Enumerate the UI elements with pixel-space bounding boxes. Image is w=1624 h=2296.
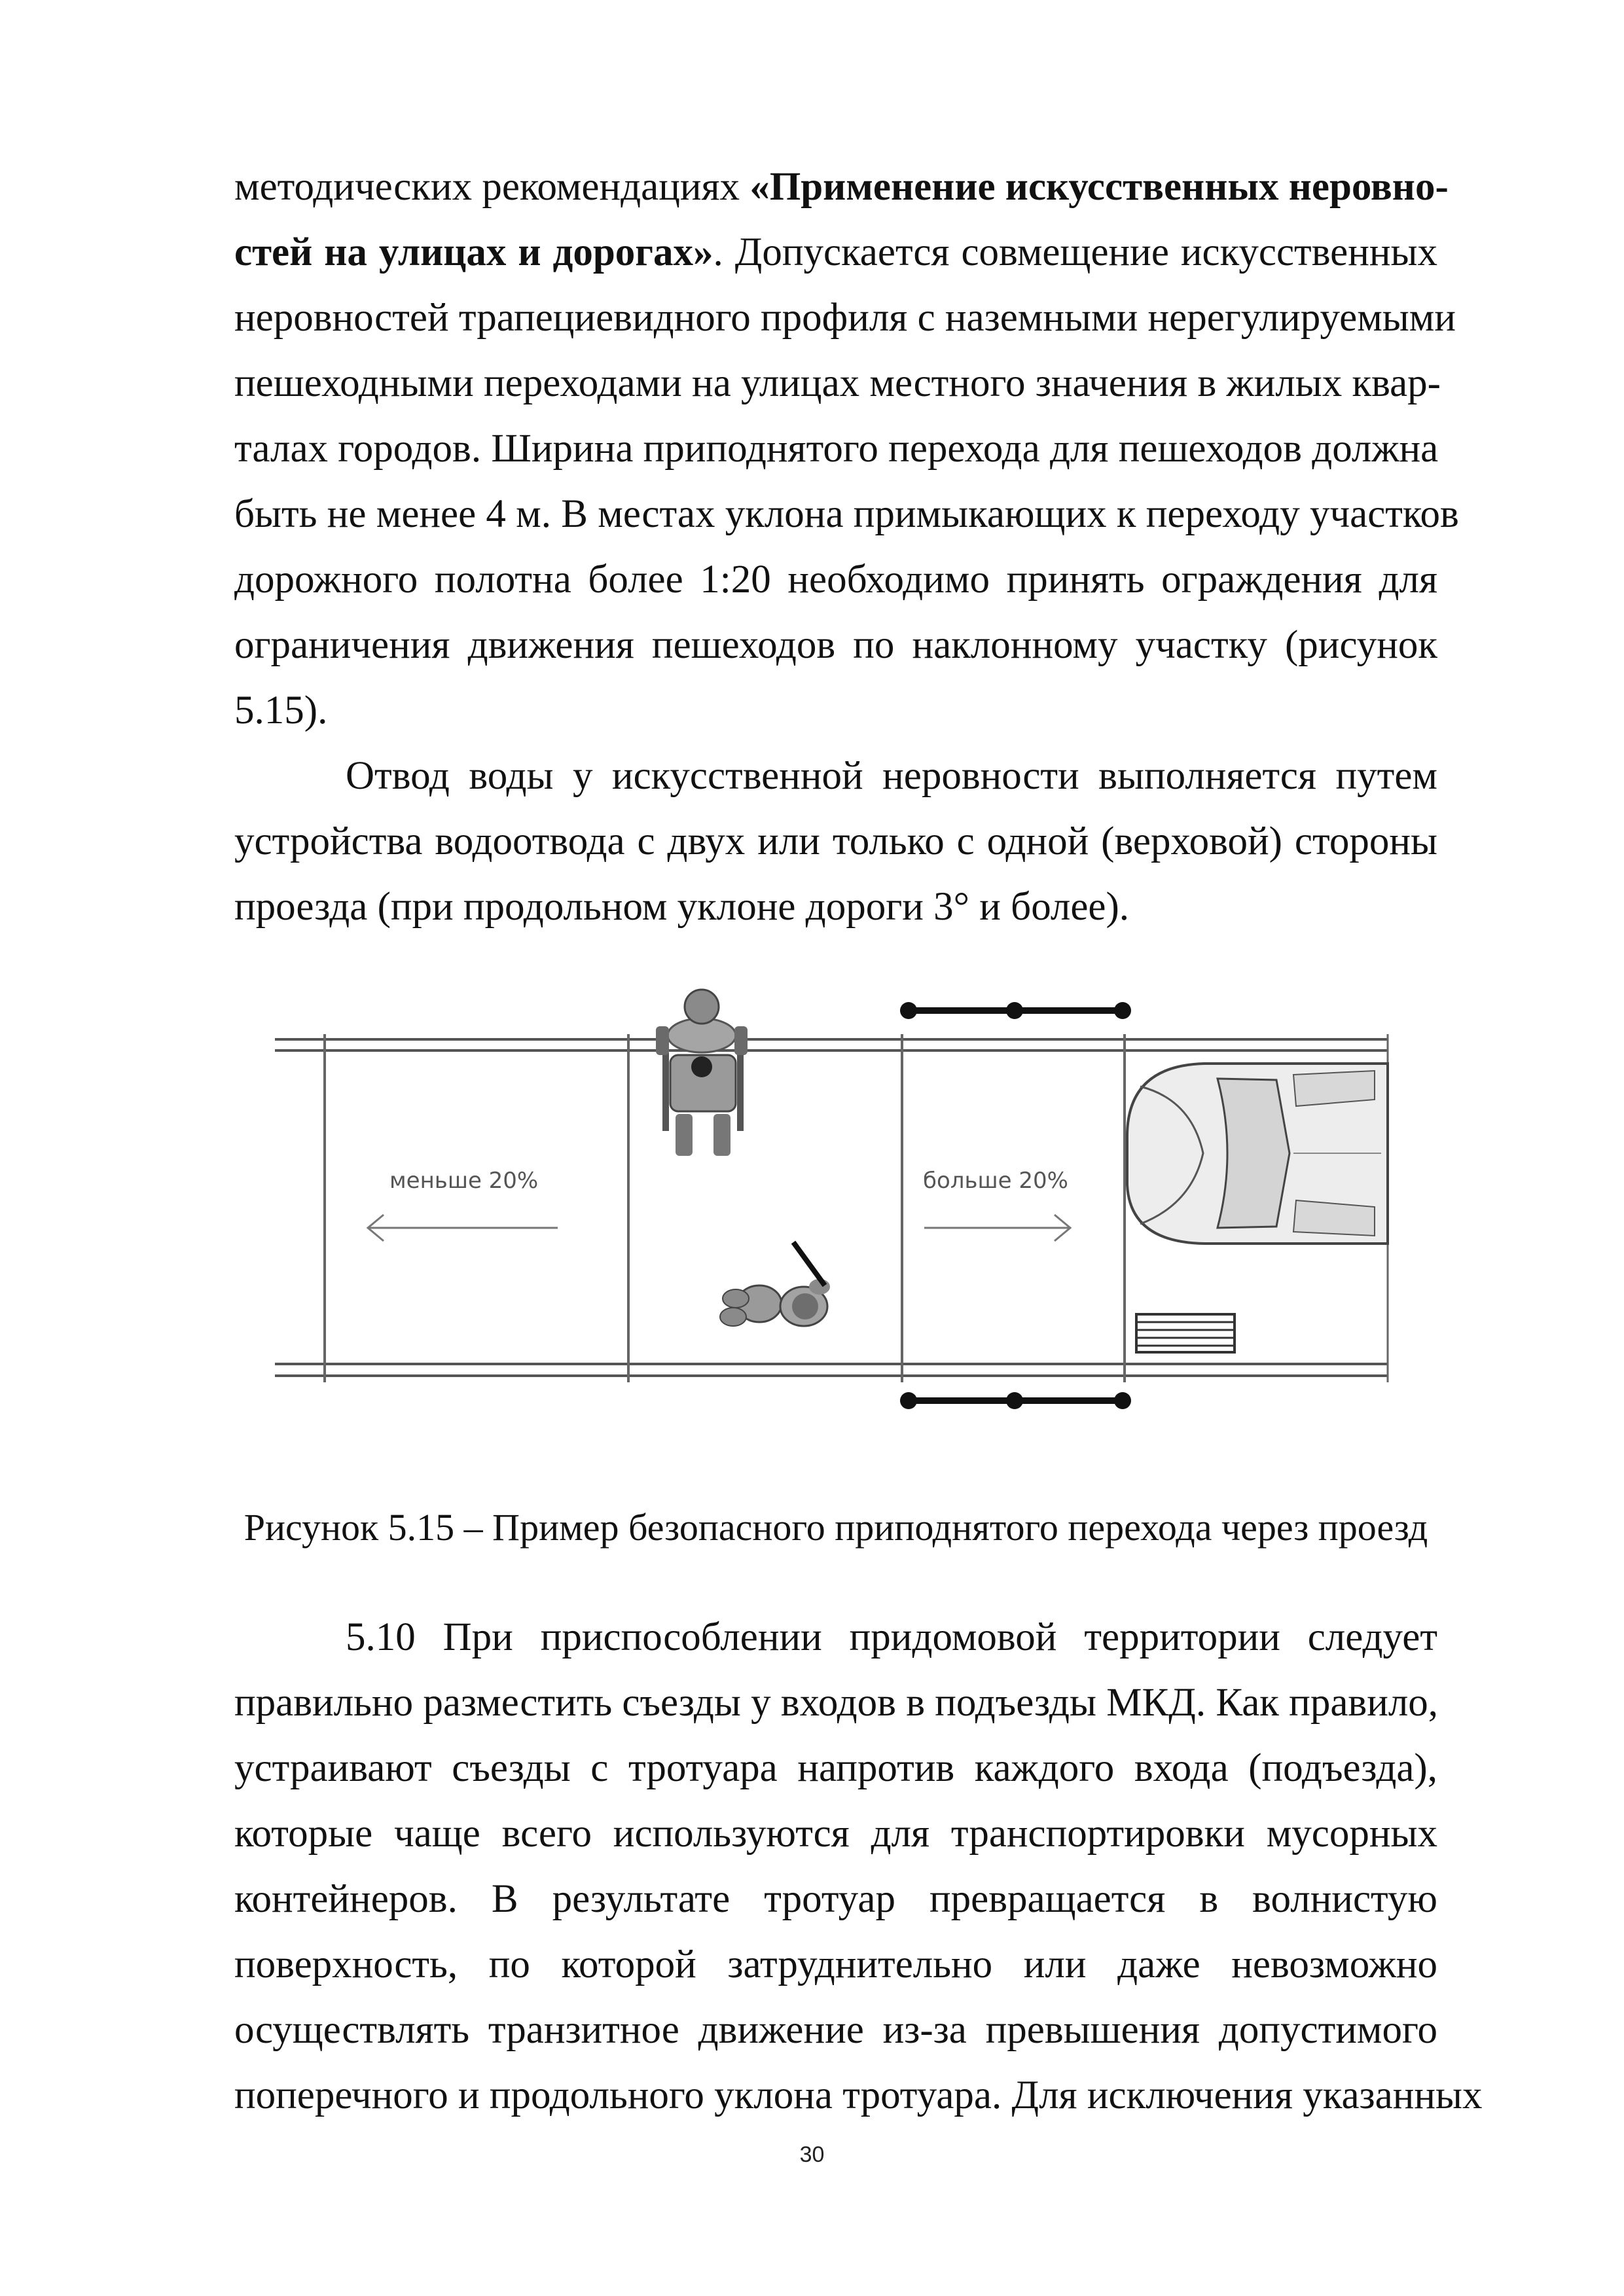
paragraph-1-line-6: быть не менее 4 м. В местах уклона примыкающих к переходу участков (234, 492, 1459, 536)
raised-crossing-diagram (275, 969, 1401, 1427)
paragraph-1-line-4: пешеходными переходами на улицах местного значения в жилых квар- (234, 361, 1441, 405)
paragraph-1-line-8: ограничения движения пешеходов по наклонному участку (рисунок (234, 623, 1437, 667)
paragraph-3-line-1: 5.10 При приспособлении придомовой территории следует (346, 1615, 1437, 1659)
pedestrian-with-cane-icon (720, 1242, 830, 1326)
paragraph-1-line-3: неровностей трапециевидного профиля с наземными нерегулируемыми (234, 296, 1456, 340)
paragraph-1-line-2: стей на улицах и дорогах». Допускается совмещение искусственных (234, 230, 1437, 274)
paragraph-1-line-5: талах городов. Ширина приподнятого перехода для пешеходов должна (234, 427, 1439, 471)
paragraph-3-line-7: осуществлять транзитное движение из-за превышения допустимого (234, 2008, 1437, 2052)
drain-grate-icon (1136, 1314, 1235, 1352)
barrier-top (900, 1002, 1131, 1019)
barrier-bottom (900, 1392, 1131, 1409)
paragraph-2-line-1: Отвод воды у искусственной неровности выполняется путем (346, 754, 1437, 798)
page-number: 30 (799, 2142, 825, 2167)
car-icon (1127, 1064, 1388, 1244)
raised-crossing-figure (275, 969, 1401, 1427)
paragraph-1-line-1: методических рекомендациях «Применение искусственных неровно- (234, 165, 1449, 209)
paragraph-3-line-2: правильно разместить съезды у входов в подъезды МКД. Как правило, (234, 1681, 1439, 1725)
paragraph-3-line-3: устраивают съезды с тротуара напротив каждого входа (подъезда), (234, 1746, 1437, 1790)
bold-title-start: «Применение искусственных неровно- (749, 165, 1449, 209)
paragraph-3-line-6: поверхность, по которой затруднительно или даже невозможно (234, 1943, 1437, 1986)
paragraph-1-line-9: 5.15). (234, 689, 328, 732)
paragraph-3-line-8: поперечного и продольного уклона тротуара. Для исключения указанных (234, 2073, 1483, 2117)
slope-label-right: больше 20% (923, 1168, 1068, 1194)
paragraph-2-line-3: проезда (при продольном уклоне дороги 3° и более). (234, 885, 1130, 929)
bold-title-end: стей на улицах и дорогах» (234, 230, 713, 274)
arrow-left-icon (368, 1215, 558, 1241)
paragraph-1-line-7: дорожного полотна более 1:20 необходимо принять ограждения для (234, 558, 1437, 601)
figure-caption: Рисунок 5.15 – Пример безопасного приподнятого перехода через проезд (244, 1506, 1428, 1549)
paragraph-3-line-4: которые чаще всего используются для транспортировки мусорных (234, 1812, 1437, 1856)
paragraph-2-line-2: устройства водоотвода с двух или только с одной (верховой) стороны (234, 819, 1437, 863)
paragraph-3-line-5: контейнеров. В результате тротуар превращается в волнистую (234, 1877, 1437, 1921)
slope-label-left: меньше 20% (389, 1168, 539, 1194)
arrow-right-icon (924, 1215, 1070, 1241)
wheelchair-user-icon (656, 990, 748, 1156)
